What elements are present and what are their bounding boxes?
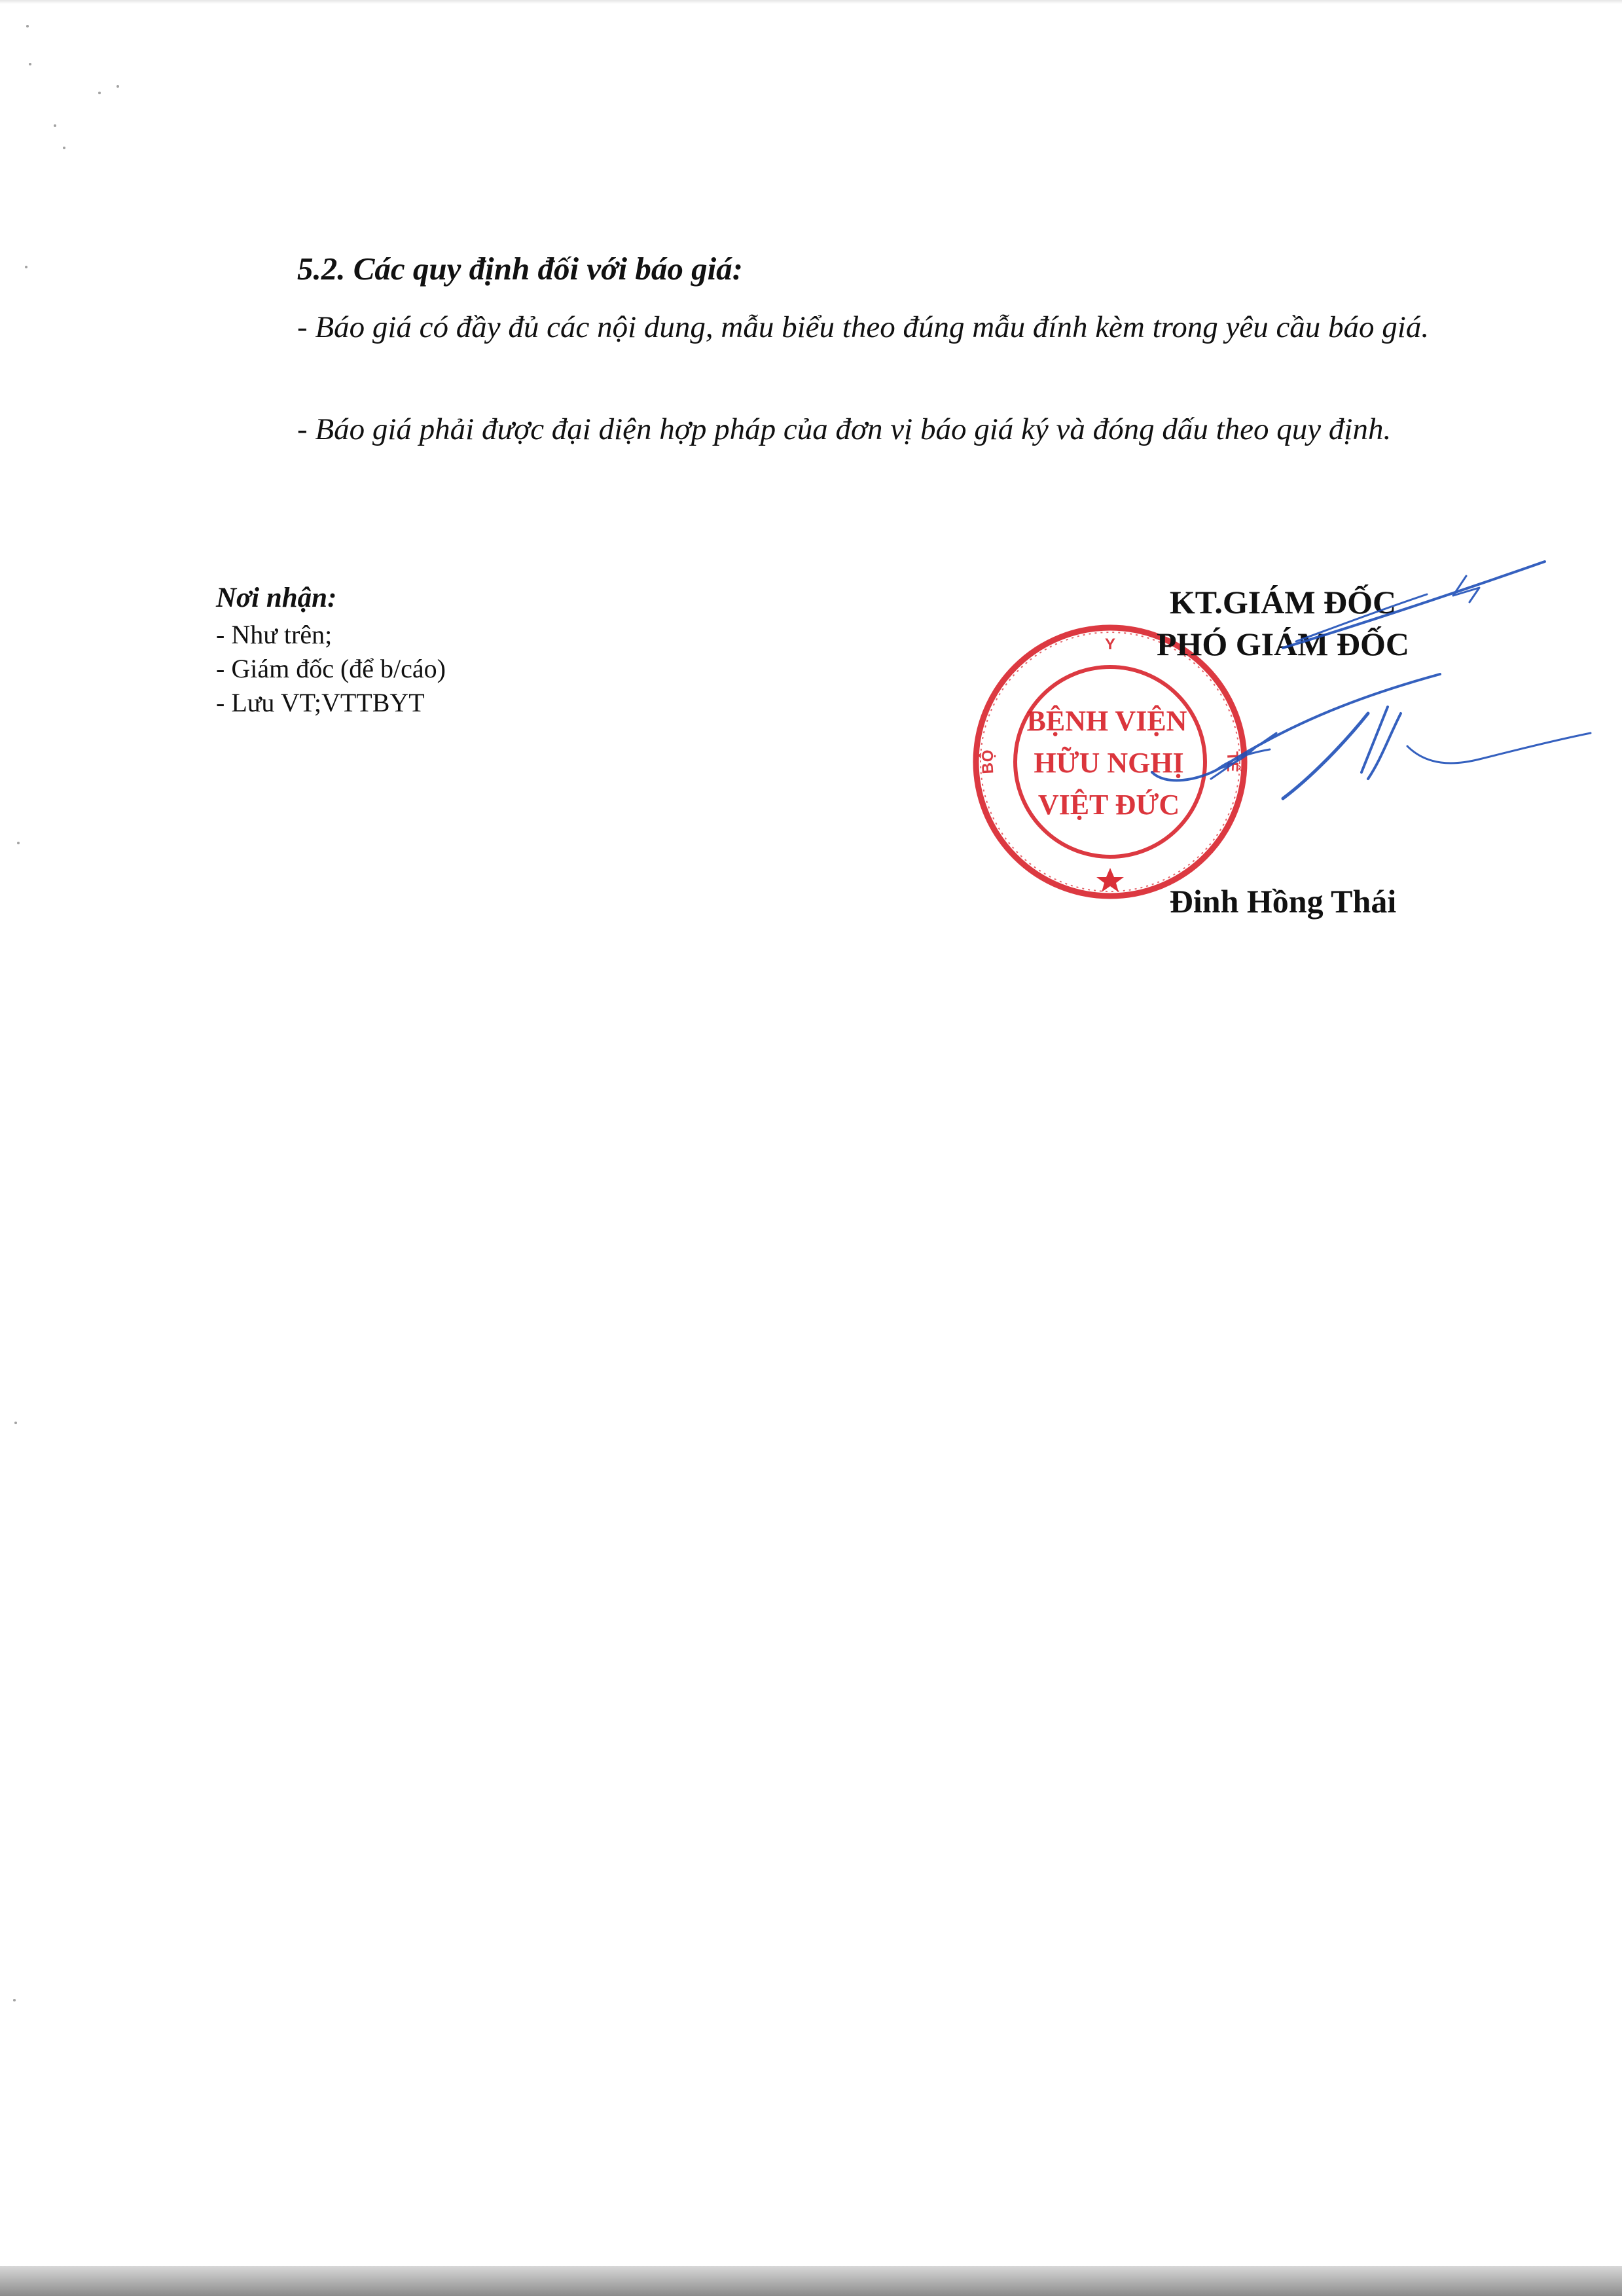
scan-speck [14,1422,17,1424]
recipients-title: Nơi nhận: [216,583,337,613]
recipients-list [216,618,446,720]
scan-speck [26,25,29,27]
seal-ring-text-left: BỘ [979,749,998,775]
scan-speck [54,124,56,127]
seal-ring-text-top: Y [1104,636,1116,653]
recipient-item: - Như trên; [216,620,333,649]
paragraph-1: - Báo giá có đầy đủ các nội dung, mẫu biểu theo đúng mẫu đính kèm trong yêu cầu báo giá. [297,310,1430,344]
scan-speck [98,92,101,94]
handwritten-signature [1060,550,1597,825]
scan-speck [29,63,31,65]
recipients-block [216,581,446,720]
paragraph-2: - Báo giá phải được đại diện hợp pháp của đơn vị báo giá ký và đóng dấu theo quy định. [297,412,1392,446]
seal-line-2: HỮU NGHỊ [1034,747,1184,779]
section-heading: 5.2. Các quy định đối với báo giá: [297,251,743,287]
scan-speck [25,266,27,268]
scan-speck [13,1999,16,2001]
scan-speck [17,842,20,844]
seal-line-3: VIỆT ĐỨC [1037,789,1180,821]
seal-ring-text-right: TẾ [1223,751,1242,773]
scan-edge-top [0,0,1622,4]
recipient-item: - Lưu VT;VTTBYT [216,688,425,717]
seal-line-1: BỆNH VIỆN [1026,705,1187,737]
scan-edge-bottom [0,2266,1622,2296]
signature-title-line2: PHÓ GIÁM ĐỐC [1156,626,1410,662]
signature-title-line1: KT.GIÁM ĐỐC [1169,584,1397,620]
recipient-item: - Giám đốc (để b/cáo) [216,654,446,683]
scan-speck [63,147,65,149]
scan-speck [117,85,119,88]
signatory-name: Đinh Hồng Thái [1169,883,1397,920]
